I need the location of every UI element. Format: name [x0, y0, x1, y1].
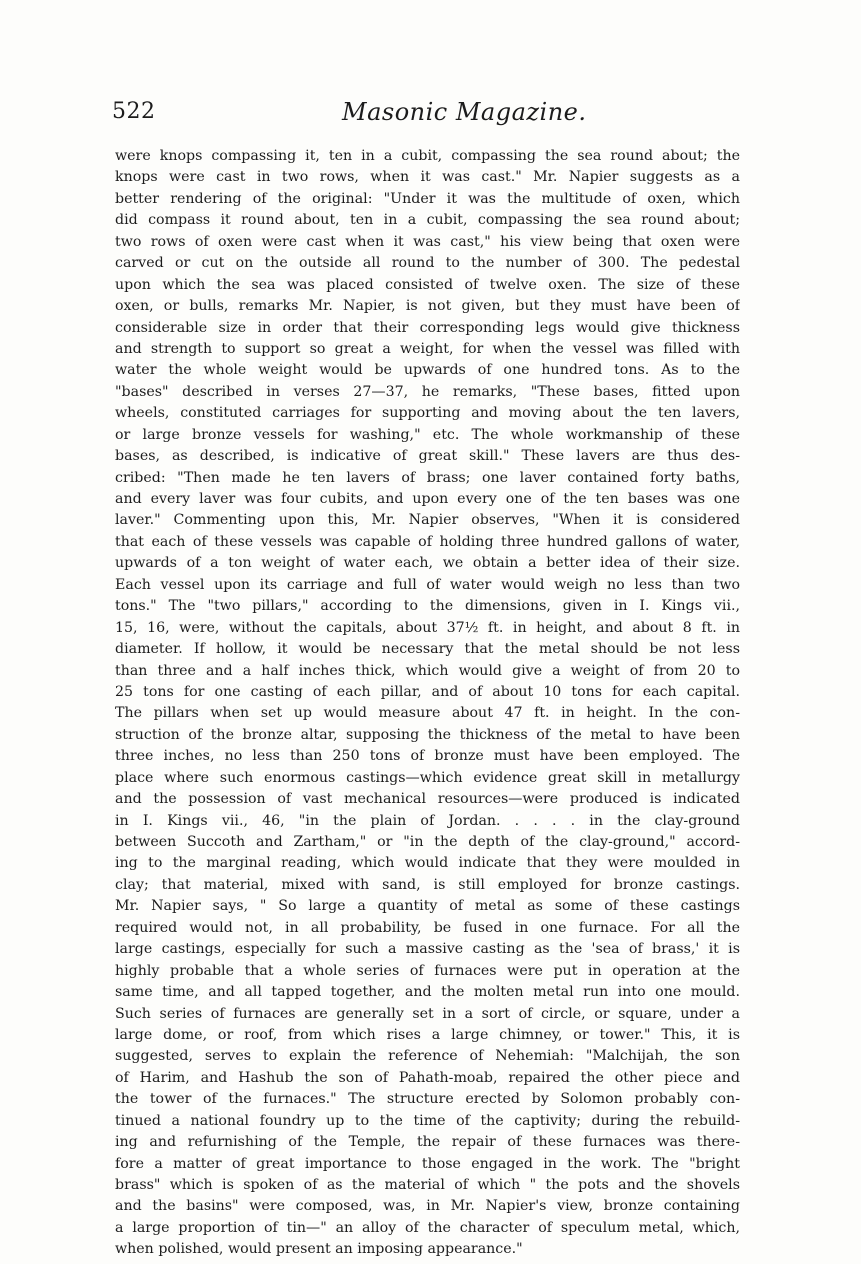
page-header	[112, 96, 752, 128]
running-title: Masonic Magazine.	[342, 98, 587, 126]
body-line: The pillars when set up would measure about 47 ft. in height. In the con-	[115, 705, 740, 722]
body-line: considerable size in order that their corresponding legs would give thickness	[115, 319, 740, 336]
body-line: ing to the marginal reading, which would indicate that they were moulded in	[115, 855, 740, 872]
body-line: "bases" described in verses 27—37, he remarks, "These bases, fitted upon	[115, 383, 740, 400]
body-line: that each of these vessels was capable of holding three hundred gallons of water,	[115, 533, 740, 550]
body-line: tinued a national foundry up to the time of the captivity; during the rebuild-	[115, 1112, 740, 1129]
body-line: suggested, serves to explain the reference of Nehemiah: "Malchijah, the son	[115, 1048, 740, 1065]
body-text	[115, 146, 740, 1261]
body-line: struction of the bronze altar, supposing the thickness of the metal to have been	[115, 726, 740, 743]
body-line: knops were cast in two rows, when it was cast." Mr. Napier suggests as a	[115, 169, 740, 186]
body-line: cribed: "Then made he ten lavers of brass; one laver contained forty baths,	[115, 469, 740, 486]
body-line: large castings, especially for such a massive casting as the 'sea of brass,' it is	[115, 941, 740, 958]
body-line: bases, as described, is indicative of great skill." These lavers are thus des-	[115, 448, 740, 465]
body-line: tons." The "two pillars," according to the dimensions, given in I. Kings vii.,	[115, 598, 740, 615]
body-line: fore a matter of great importance to those engaged in the work. The "bright	[115, 1155, 740, 1172]
body-line: oxen, or bulls, remarks Mr. Napier, is not given, but they must have been of	[115, 298, 740, 315]
body-line: when polished, would present an imposing appearance."	[115, 1241, 523, 1258]
body-line: a large proportion of tin—" an alloy of the character of speculum metal, which,	[115, 1219, 740, 1236]
body-line: wheels, constituted carriages for supporting and moving about the ten lavers,	[115, 405, 740, 422]
body-line: two rows of oxen were cast when it was cast," his view being that oxen were	[115, 233, 740, 250]
body-line: and the basins" were composed, was, in Mr. Napier's view, bronze containing	[115, 1198, 740, 1215]
body-line: and strength to support so great a weight, for when the vessel was filled with	[115, 340, 740, 357]
body-line: the tower of the furnaces." The structure erected by Solomon probably con-	[115, 1091, 740, 1108]
body-line: Mr. Napier says, " So large a quantity of metal as some of these castings	[115, 898, 740, 915]
body-line: large dome, or roof, from which rises a large chimney, or tower." This, it is	[115, 1026, 740, 1043]
body-line: same time, and all tapped together, and the molten metal run into one mould.	[115, 984, 740, 1001]
body-line: better rendering of the original: "Under it was the multitude of oxen, which	[115, 190, 740, 207]
body-line: and every laver was four cubits, and upon every one of the ten bases was one	[115, 491, 740, 507]
body-line: clay; that material, mixed with sand, is still employed for bronze castings.	[115, 876, 740, 893]
body-line: Each vessel upon its carriage and full of water would weigh no less than two	[115, 576, 740, 593]
body-line: upon which the sea was placed consisted of twelve oxen. The size of these	[115, 276, 740, 293]
body-line: than three and a half inches thick, which would give a weight of from 20 to	[115, 662, 740, 679]
body-line: brass" which is spoken of as the material of which " the pots and the shovels	[115, 1177, 740, 1193]
body-line: water the whole weight would be upwards of one hundred tons. As to the	[115, 362, 740, 379]
body-line: 15, 16, were, without the capitals, about 37½ ft. in height, and about 8 ft. in	[115, 619, 740, 636]
page-number: 522	[112, 99, 156, 124]
body-line: upwards of a ton weight of water each, we obtain a better idea of their size.	[115, 555, 740, 572]
body-line: of Harim, and Hashub the son of Pahath-moab, repaired the other piece and	[115, 1069, 740, 1086]
body-line: place where such enormous castings—which evidence great skill in metallurgy	[115, 769, 740, 786]
body-line: required would not, in all probability, be fused in one furnace. For all the	[115, 919, 740, 936]
body-line: did compass it round about, ten in a cubit, compassing the sea round about;	[115, 212, 740, 229]
body-line: highly probable that a whole series of furnaces were put in operation at the	[115, 962, 740, 979]
body-line: in I. Kings vii., 46, "in the plain of Jordan. . . . . in the clay-ground	[115, 812, 740, 829]
body-line: and the possession of vast mechanical resources—were produced is indicated	[115, 791, 740, 808]
body-line: laver." Commenting upon this, Mr. Napier observes, "When it is considered	[115, 512, 740, 529]
body-line: diameter. If hollow, it would be necessary that the metal should be not less	[115, 641, 740, 658]
body-line: carved or cut on the outside all round to the number of 300. The pedestal	[115, 255, 740, 272]
body-line: between Succoth and Zartham," or "in the depth of the clay-ground," accord-	[115, 834, 740, 850]
body-line: ing and refurnishing of the Temple, the repair of these furnaces was there-	[115, 1134, 740, 1151]
body-line: 25 tons for one casting of each pillar, and of about 10 tons for each capital.	[115, 683, 740, 700]
body-line: were knops compassing it, ten in a cubit, compassing the sea round about; the	[115, 148, 740, 164]
body-line: three inches, no less than 250 tons of bronze must have been employed. The	[115, 748, 740, 765]
body-line: Such series of furnaces are generally set in a sort of circle, or square, under a	[115, 1005, 740, 1022]
body-line: or large bronze vessels for washing," etc. The whole workmanship of these	[115, 426, 740, 443]
